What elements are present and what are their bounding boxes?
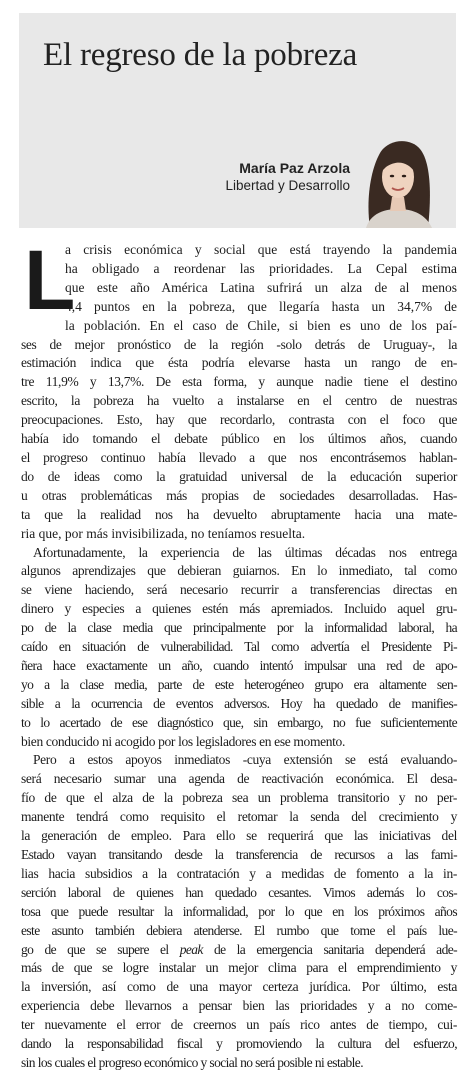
text-line: ñera hace exactamente un año, cuando intentó impulsar una red de apo- [21, 657, 457, 673]
text-line: experiencia debe llevarnos a pensar bien las prioridades y a no come- [21, 998, 457, 1014]
text-line: había ido tomando el debate público en los últimos años, cuando [21, 431, 457, 447]
paragraph-2 [21, 544, 457, 752]
text-line: Afortunadamente, la experiencia de las últimas décadas nos entrega [33, 544, 457, 560]
paragraph-3 [21, 751, 457, 1072]
text-line: do de ideas como la gratuidad universal de la educación superior [21, 468, 457, 484]
text-line: manente tendrá como requisito el retomar la senda del crecimiento y [21, 809, 457, 825]
text-line: que este año América Latina sufrirá un alza de al menos [65, 279, 457, 295]
text-line: la población. En el caso de Chile, si bien es uno de los paí- [65, 317, 457, 333]
text-line: lias hacia subsidios a la contratación y a medidas de fomento a la in- [21, 865, 457, 881]
text-line: escrito, la pobreza ha vuelto a instalarse en el centro de nuestras [21, 393, 457, 409]
text-line: sible a la ocurrencia de eventos adversos. Hoy ha quedado de manifies- [21, 695, 457, 711]
text-line: caído en situación de vulnerabilidad. Tal como advertía el Presidente Pi- [21, 639, 457, 655]
text-line: dando la responsabilidad fiscal y promoviendo la cultura del esfuerzo, [21, 1036, 457, 1052]
text-line: tosa que puede resultar la informalidad, por lo que en los próximos años [21, 903, 457, 919]
paragraph-1 [21, 233, 457, 544]
text-line: ta que la realidad nos ha devuelto abruptamente hacia una mate- [21, 506, 457, 522]
text-line: el progreso continuo había llevado a que nos encontrásemos hablan- [21, 449, 457, 465]
text-run: go de que se supere el [21, 941, 180, 957]
text-line: u otras problemáticas más propias de sociedades desarrolladas. Has- [21, 487, 457, 503]
text-line: la inversión, así como de una mayor certeza jurídica. Por último, esta [21, 979, 457, 995]
text-line: estimación indica que ésta podría elevarse hasta un rango de en- [21, 355, 457, 371]
text-line: a crisis económica y social que está trayendo la pandemia [65, 242, 457, 257]
text-line: este asunto también debiera atenderse. El rumbo que tome el país lue- [21, 922, 457, 938]
text-line: la generación de empleo. Para ello se requerirá que las iniciativas del [21, 828, 457, 844]
article-body [21, 233, 458, 1073]
text-line: se viene haciendo, será necesario recurrir a transferencias directas en [21, 582, 457, 598]
article-title: El regreso de la pobreza [43, 37, 358, 73]
text-run: de la emergencia sanitaria dependerá ade- [202, 941, 458, 957]
column-header [19, 13, 456, 228]
text-line: Pero a estos apoyos inmediatos -cuya extensión se está evaluando- [33, 752, 457, 768]
author-affiliation: Libertad y Desarrollo [225, 178, 350, 193]
text-line: ses de mejor pronóstico de la región -solo detrás de Uruguay-, la [21, 336, 457, 352]
text-line: Estado vayan transitando desde la transferencia de recursos a las fami- [21, 847, 457, 862]
text-line: ter nuevamente el error de creernos un país rico antes de tiempo, cui- [21, 1017, 457, 1033]
text-line: algunos aprendizajes que debieran guiarnos. En lo inmediato, tal como [21, 563, 457, 579]
italic-term: peak [179, 941, 203, 957]
author-portrait [352, 131, 444, 228]
text-line: tre 11,9% y 13,7%. De esta forma, y aunque nadie tiene el destino [21, 374, 457, 390]
text-line: ria que, por más invisibilizada, no teníamos resuelta. [21, 525, 306, 541]
text-line: más de que se logre instalar un mejor clima para el emprendimiento y [21, 960, 457, 976]
text-line: preocupaciones. Esto, hay que recordarlo, contrasta con el foco que [21, 412, 457, 428]
text-line: fío de que el alza de la pobreza sea un problema transitorio y no per- [21, 790, 457, 806]
text-line: bien conducido ni acogido por los legisladores en ese momento. [21, 733, 345, 749]
text-line: to lo acertado de ese diagnóstico que, sin embargo, no fue suficientemente [21, 714, 457, 730]
byline [225, 159, 350, 195]
text-line: dinero y especies a quienes estén más apremiados. Incluido aquel gru- [21, 601, 457, 617]
text-line: yo a la clase media, parte de este heterogéneo grupo era altamente sen- [21, 676, 457, 692]
author-name: María Paz Arzola [239, 160, 350, 176]
text-line [21, 941, 457, 960]
text-line: será necesario sumar una agenda de reactivación económica. El desa- [21, 771, 457, 787]
text-line: sin los cuales el progreso económico y social no será posible ni estable. [21, 1054, 363, 1070]
text-line: 4,4 puntos en la pobreza, que llegaría hasta un 34,7% de [65, 298, 457, 314]
text-line: serción laboral de quienes han quedado cesantes. Vimos además lo cos- [21, 884, 457, 900]
text-line: po de la clase media que principalmente por la informalidad laboral, ha [21, 620, 457, 636]
drop-cap: L [24, 233, 76, 327]
text-line: ha obligado a reordenar las prioridades. La Cepal estima [65, 260, 457, 276]
